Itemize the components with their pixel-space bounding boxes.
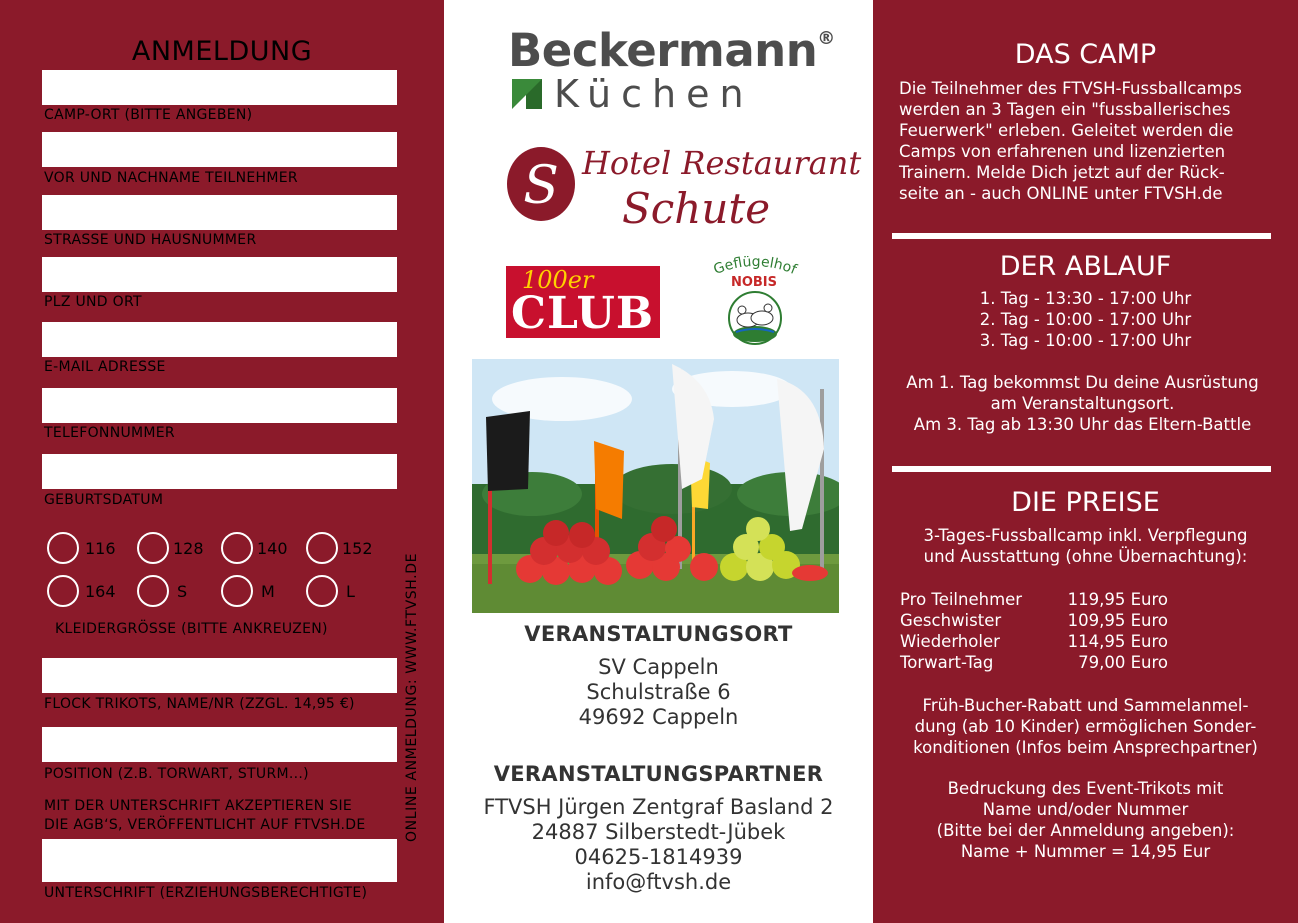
club-100-text: 100er <box>522 266 594 294</box>
radio-circle[interactable] <box>47 575 79 607</box>
price-row <box>900 590 1168 609</box>
size-label: S <box>177 581 188 601</box>
size-label: M <box>261 581 275 601</box>
sizes-label: KLEIDERGRÖSSE (BITTE ANKREUZEN) <box>55 621 328 637</box>
camp-ort-label: CAMP-ORT (BITTE ANGEBEN) <box>44 107 253 123</box>
size-option-s[interactable] <box>137 575 187 607</box>
camp-ort-field[interactable] <box>42 70 397 105</box>
birthdate-field[interactable] <box>42 454 397 489</box>
ablauf-line: 1. Tag - 13:30 - 17:00 Uhr <box>979 289 1192 308</box>
venue-line: Schulstraße 6 <box>586 680 731 704</box>
radio-circle[interactable] <box>221 575 253 607</box>
camp-line: seite an - auch ONLINE unter FTVSH.de <box>899 184 1223 203</box>
online-registration-vertical[interactable]: ONLINE ANMELDUNG: WWW.FTVSH.DE <box>404 552 420 842</box>
radio-circle[interactable] <box>306 575 338 607</box>
size-label: 140 <box>257 538 288 558</box>
size-label: 116 <box>85 538 116 558</box>
price-name: Geschwister <box>900 611 1002 630</box>
size-option-m[interactable] <box>221 575 275 607</box>
radio-circle[interactable] <box>306 532 338 564</box>
partner-email[interactable]: info@ftvsh.de <box>585 870 732 894</box>
nobis-logo <box>700 256 810 351</box>
rabatt-text <box>873 695 1298 758</box>
ablauf-line: 2. Tag - 10:00 - 17:00 Uhr <box>979 310 1192 329</box>
preise-heading: DIE PREISE <box>1011 487 1160 518</box>
price-value: 79,00 Euro <box>1078 653 1168 672</box>
size-label: 128 <box>173 538 204 558</box>
kuechen-row <box>512 72 754 116</box>
hotel-s-logo-icon <box>505 145 577 223</box>
ablauf-heading: DER ABLAUF <box>999 251 1172 282</box>
size-label: 152 <box>342 538 373 558</box>
registration-title: ANMELDUNG <box>131 36 313 67</box>
radio-circle[interactable] <box>137 532 169 564</box>
radio-circle[interactable] <box>137 575 169 607</box>
camp-line: Camps von erfahrenen und lizenzierten <box>899 142 1226 161</box>
agb-line-1: MIT DER UNTERSCHRIFT AKZEPTIEREN SIE <box>44 798 353 814</box>
camp-line: Die Teilnehmer des FTVSH-Fussballcamps <box>899 79 1242 98</box>
camp-line: Feuerwerk" erleben. Geleitet werden die <box>899 121 1234 140</box>
street-field[interactable] <box>42 195 397 230</box>
preise-intro <box>873 525 1298 567</box>
divider <box>892 233 1271 239</box>
nobis-name: NOBIS <box>730 275 778 290</box>
trikot-line: Name + Nummer = 14,95 Eur <box>960 842 1211 861</box>
trikot-line: (Bitte bei der Anmeldung angeben): <box>936 821 1235 840</box>
venue-line: SV Cappeln <box>598 655 719 679</box>
name-label: VOR UND NACHNAME TEILNEHMER <box>44 170 298 186</box>
camp-line: Trainern. Melde Dich jetzt auf der Rück- <box>899 163 1225 182</box>
venue-heading: VERANSTALTUNGSORT <box>524 622 793 646</box>
preise-intro-line: und Ausstattung (ohne Übernachtung): <box>923 547 1248 566</box>
ablauf-line: 3. Tag - 10:00 - 17:00 Uhr <box>979 331 1192 350</box>
trikot-line: Bedruckung des Event-Trikots mit <box>947 779 1224 798</box>
venue-line: 49692 Cappeln <box>578 705 739 729</box>
registered-mark: ® <box>817 28 835 49</box>
size-option-152[interactable] <box>306 532 373 564</box>
size-option-164[interactable] <box>47 575 116 607</box>
ablauf-note <box>873 372 1292 435</box>
position-label: POSITION (Z.B. TORWART, STURM...) <box>44 766 309 782</box>
signature-field[interactable] <box>42 839 397 882</box>
ablauf-note-line: am Veranstaltungsort. <box>990 394 1175 413</box>
price-row <box>900 653 1168 672</box>
size-option-140[interactable] <box>221 532 288 564</box>
ablauf-schedule <box>873 288 1298 351</box>
price-name: Wiederholer <box>900 632 1000 651</box>
signature-label: UNTERSCHRIFT (ERZIEHUNGSBERECHTIGTE) <box>44 885 368 901</box>
name-field[interactable] <box>42 132 397 167</box>
partner-heading: VERANSTALTUNGSPARTNER <box>493 762 824 786</box>
size-option-116[interactable] <box>47 532 116 564</box>
trikot-line: Name und/oder Nummer <box>982 800 1189 819</box>
partner-line: 24887 Silberstedt-Jübek <box>531 820 786 844</box>
ablauf-note-line: Am 3. Tag ab 13:30 Uhr das Eltern-Battle <box>913 415 1252 434</box>
ablauf-note-line: Am 1. Tag bekommst Du deine Ausrüstung <box>906 373 1259 392</box>
birthdate-label: GEBURTSDATUM <box>44 492 164 508</box>
price-value: 109,95 Euro <box>1067 611 1168 630</box>
camp-text <box>899 78 1242 204</box>
camp-line: werden an 3 Tagen ein "fussballerisches <box>899 100 1231 119</box>
preise-intro-line: 3-Tages-Fussballcamp inkl. Verpflegung <box>923 526 1248 545</box>
rabatt-line: konditionen (Infos beim Ansprechpartner) <box>913 738 1258 757</box>
schute-text: Schute <box>622 184 771 233</box>
flock-label: FLOCK TRIKOTS, NAME/NR (ZZGL. 14,95 €) <box>44 696 355 712</box>
agb-line-2: DIE AGB‘S, VERÖFFENTLICHT AUF FTVSH.DE <box>44 817 366 833</box>
club-word: CLUB <box>511 288 655 339</box>
camp-heading: DAS CAMP <box>1014 39 1157 70</box>
price-row <box>900 632 1168 651</box>
beckermann-square-icon <box>512 79 542 109</box>
size-option-l[interactable] <box>306 575 355 607</box>
flock-field[interactable] <box>42 658 397 693</box>
camp-photo <box>472 359 839 613</box>
price-name: Pro Teilnehmer <box>900 590 1023 609</box>
street-label: STRASSE UND HAUSNUMMER <box>44 232 257 248</box>
size-label: L <box>346 581 355 601</box>
radio-circle[interactable] <box>221 532 253 564</box>
plz-field[interactable] <box>42 257 397 292</box>
beckermann-name: Beckermann <box>508 24 818 77</box>
position-field[interactable] <box>42 727 397 762</box>
size-option-128[interactable] <box>137 532 204 564</box>
phone-field[interactable] <box>42 388 397 423</box>
plz-label: PLZ UND ORT <box>44 294 142 310</box>
partner-line: FTVSH Jürgen Zentgraf Basland 2 <box>483 795 834 819</box>
hotel-restaurant-text: Hotel Restaurant <box>582 144 862 182</box>
rabatt-line: dung (ab 10 Kinder) ermöglichen Sonder- <box>914 717 1257 736</box>
price-name: Torwart-Tag <box>900 653 994 672</box>
beckermann-logo <box>508 24 835 77</box>
partner-phone: 04625-1814939 <box>574 845 743 869</box>
price-value: 119,95 Euro <box>1067 590 1168 609</box>
nobis-logo-icon <box>700 256 810 351</box>
email-field[interactable] <box>42 322 397 357</box>
nobis-arc-text: Geflügelhof <box>711 256 799 279</box>
email-label: E-MAIL ADRESSE <box>44 359 166 375</box>
size-label: 164 <box>85 581 116 601</box>
rabatt-line: Früh-Bucher-Rabatt und Sammelanmel- <box>922 696 1249 715</box>
phone-label: TELEFONNUMMER <box>44 425 175 441</box>
radio-circle[interactable] <box>47 532 79 564</box>
100er-club-logo <box>506 266 660 338</box>
price-value: 114,95 Euro <box>1067 632 1168 651</box>
hotel-s-letter: S <box>523 156 559 216</box>
trikot-text <box>873 778 1298 862</box>
divider <box>892 466 1271 472</box>
kuechen-text: Küchen <box>554 72 754 116</box>
price-row <box>900 611 1168 630</box>
